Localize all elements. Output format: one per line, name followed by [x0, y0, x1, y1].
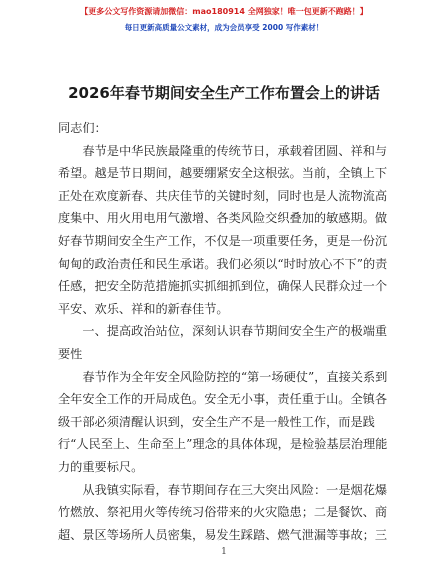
section-heading-1: 一、提高政治站位，深刻认识春节期间安全生产的极端重要性	[58, 324, 388, 361]
paragraph-intro: 春节是中华民族最隆重的传统节日，承载着团圆、祥和与希望。越是节日期间，越要绷紧安全这根弦。当前，全镇上下正处在欢度新春、共庆佳节的关键时刻，同时也是人流物流高度集中、用火用电用气激增、各类风险交织叠加的敏感期。做好春节期间安全生产工作，不仅是一项重要任务，更是一份沉甸甸的政治责任和民生承诺。我们必须以“时时放心不下”的责任感，把安全防范措施抓实抓细抓到位，确保人民群众过一个平安、欢乐、祥和的新春佳节。	[58, 143, 388, 316]
page-number: 1	[221, 547, 227, 557]
salutation: 同志们：	[58, 121, 107, 135]
promo-banner-line-1: 【更多公文写作资源请加微信：mao180914 全网独家！唯一包更新不跑路！】	[80, 7, 368, 16]
document-body	[58, 117, 388, 546]
promo-banner-line-2: 每日更新高质量公文素材，成为会员享受 2000 写作素材！	[124, 23, 324, 32]
paragraph-section-1: 春节作为全年安全风险防控的“第一场硬仗”，直接关系到全年安全工作的开局成色。安全无小事，责任重于山。全镇各级干部必须清醒认识到，安全生产不是一般性工作，而是践行“人民至上、生命至上”理念的具体体现，是检验基层治理能力的重要标尺。	[58, 369, 388, 474]
paragraph-risks: 从我镇实际看，春节期间存在三大突出风险：一是烟花爆竹燃放、祭祀用火等传统习俗带来的火灾隐患；二是餐饮、商超、景区等场所人员密集，易发生踩踏、燃气泄漏等事故；三	[58, 482, 388, 542]
document-title: 2026年春节期间安全生产工作布置会上的讲话	[68, 84, 380, 102]
